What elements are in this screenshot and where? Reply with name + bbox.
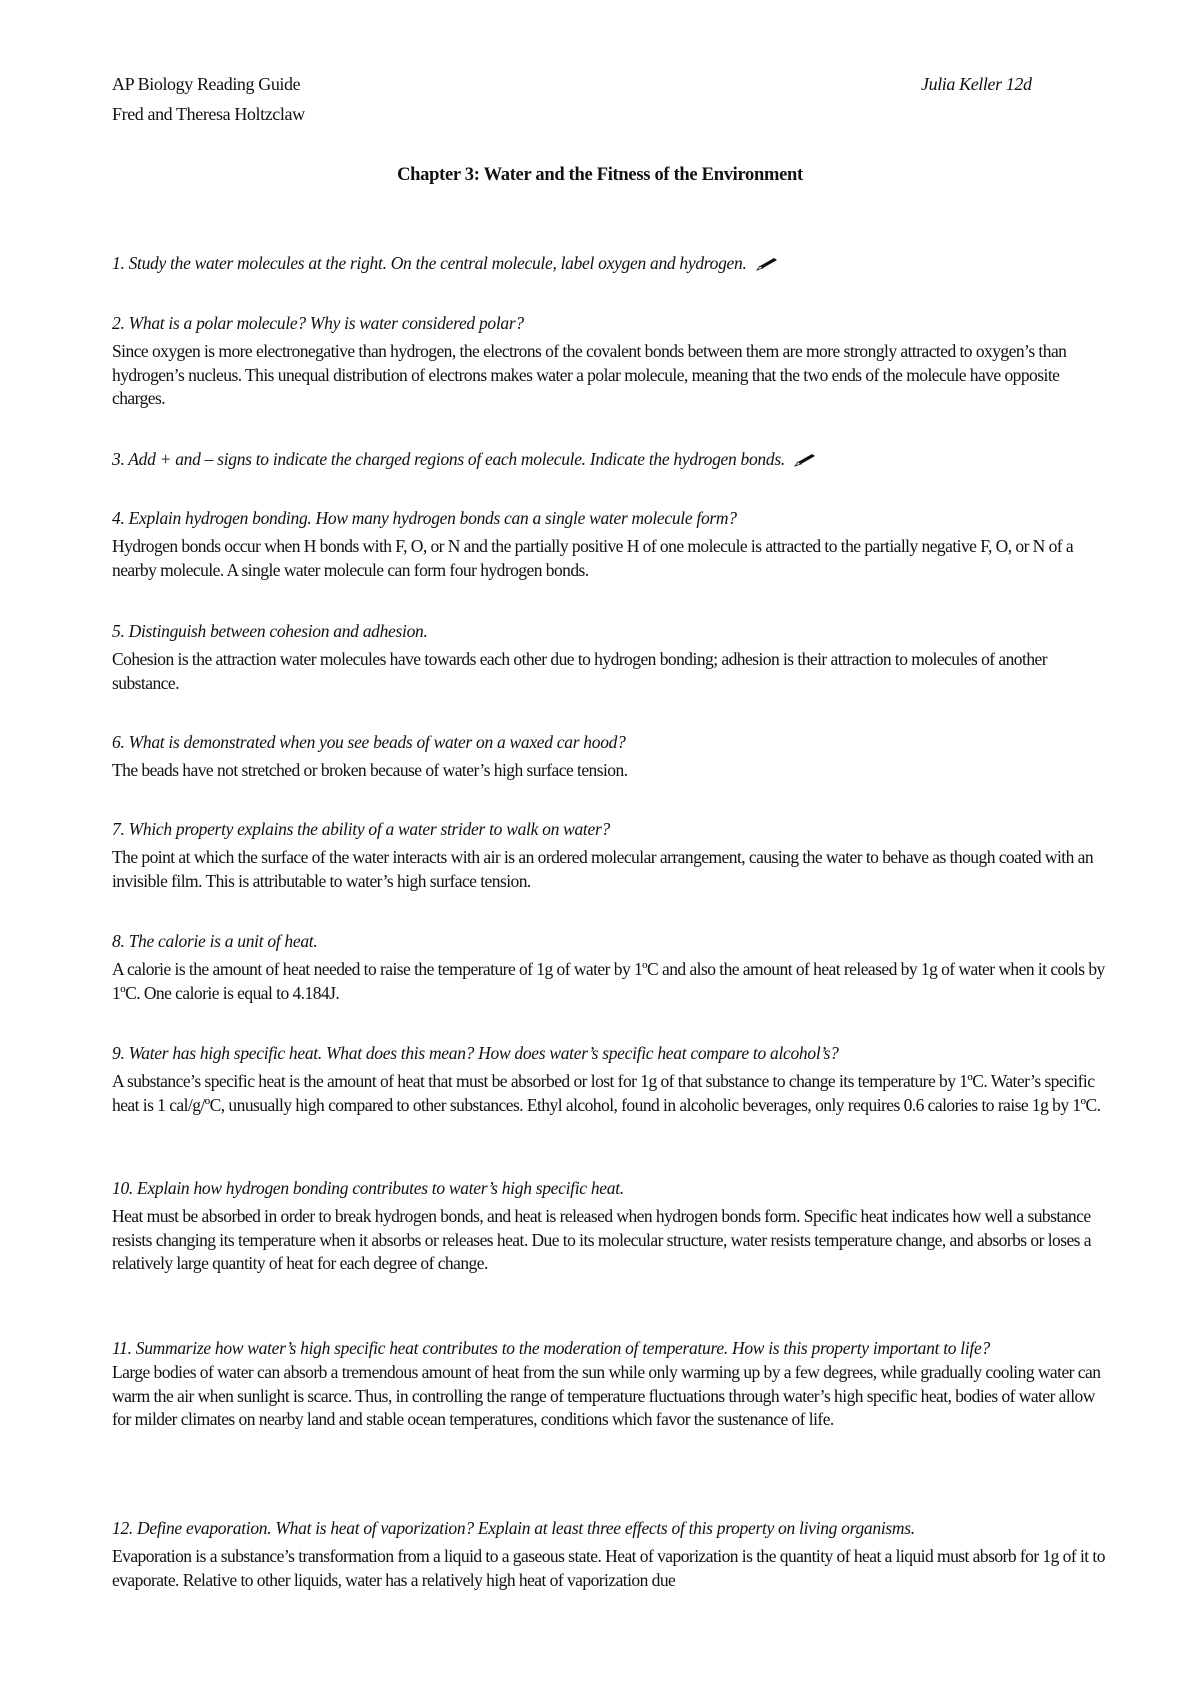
answer-12: Evaporation is a substance’s transformation from a liquid to a gaseous state. Heat of vaporization is the quantity of heat a liquid must absorb for 1g of it to evaporate. Relative to other liquids, water has a relatively high heat of vaporization due: [112, 1546, 1105, 1590]
question-block-3: [112, 448, 1112, 472]
pencil-icon: [793, 450, 817, 472]
question-8: 8. The calorie is a unit of heat.: [112, 931, 318, 951]
answer-10: Heat must be absorbed in order to break hydrogen bonds, and heat is released when hydrogen bonds form. Specific heat indicates how well a substance resists changing its temperature when it absorbs or releases heat. Due to its molecular structure, water resists temperature change, and absorbs or loses a relatively large quantity of heat for each degree of change.: [112, 1206, 1091, 1273]
question-3: [112, 448, 1112, 472]
course-title: AP Biology Reading Guide: [112, 74, 301, 94]
answer-8: A calorie is the amount of heat needed to raise the temperature of 1g of water by 1ºC and also the amount of heat released by 1g of water when it cools by 1ºC. One calorie is equal to 4.184J.: [112, 959, 1105, 1003]
answer-4: Hydrogen bonds occur when H bonds with F, O, or N and the partially positive H of one molecule is attracted to the partially negative F, O, or N of a nearby molecule. A single water molecule can form four hydrogen bonds.: [112, 536, 1074, 580]
question-block-12: [112, 1517, 1112, 1592]
authors: Fred and Theresa Holtzclaw: [112, 104, 305, 124]
question-12: 12. Define evaporation. What is heat of vaporization? Explain at least three effects of this property on living organisms.: [112, 1518, 915, 1538]
question-block-11: [112, 1337, 1112, 1432]
question-1: [112, 252, 1112, 276]
question-7: 7. Which property explains the ability of a water strider to walk on water?: [112, 819, 610, 839]
question-block-2: [112, 312, 1112, 411]
question-6: 6. What is demonstrated when you see beads of water on a waxed car hood?: [112, 732, 626, 752]
answer-6: The beads have not stretched or broken because of water’s high surface tension.: [112, 760, 628, 780]
question-block-8: [112, 930, 1112, 1005]
answer-9: A substance’s specific heat is the amount of heat that must be absorbed or lost for 1g of that substance to change its temperature by 1ºC. Water’s specific heat is 1 cal/g/ºC, unusually high compared to other substances. Ethyl alcohol, found in alcoholic beverages, only requires 0.6 calories to raise 1g by 1ºC.: [112, 1071, 1101, 1115]
question-block-10: [112, 1177, 1112, 1276]
answer-2: Since oxygen is more electronegative than hydrogen, the electrons of the covalent bonds between them are more strongly attracted to oxygen’s than hydrogen’s nucleus. This unequal distribution of electrons makes water a polar molecule, meaning that the two ends of the molecule have opposite charges.: [112, 341, 1067, 408]
header-left: [112, 74, 305, 134]
question-block-1: [112, 252, 1112, 276]
question-2: 2. What is a polar molecule? Why is water considered polar?: [112, 313, 524, 333]
question-text: 3. Add + and – signs to indicate the charged regions of each molecule. Indicate the hydrogen bonds.: [112, 449, 785, 469]
question-block-4: [112, 507, 1112, 582]
question-text: 1. Study the water molecules at the right. On the central molecule, label oxygen and hydrogen.: [112, 253, 747, 273]
chapter-title: Chapter 3: Water and the Fitness of the Environment: [397, 165, 803, 185]
answer-11: Large bodies of water can absorb a tremendous amount of heat from the sun while only warming up by a few degrees, while gradually cooling water can warm the air when sunlight is scarce. Thus, in controlling the range of temperature fluctuations through water’s high specific heat, bodies of water allow for milder climates on nearby land and stable ocean temperatures, conditions which favor the sustenance of life.: [112, 1362, 1101, 1429]
question-block-9: [112, 1042, 1112, 1117]
pencil-icon: [755, 254, 779, 276]
question-block-5: [112, 620, 1112, 695]
answer-7: The point at which the surface of the water interacts with air is an ordered molecular arrangement, causing the water to behave as though coated with an invisible film. This is attributable to water’s high surface tension.: [112, 847, 1094, 891]
question-4: 4. Explain hydrogen bonding. How many hydrogen bonds can a single water molecule form?: [112, 508, 737, 528]
question-9: 9. Water has high specific heat. What does this mean? How does water’s specific heat compare to alcohol’s?: [112, 1043, 839, 1063]
student-name: Julia Keller 12d: [921, 74, 1032, 94]
question-block-6: [112, 731, 1112, 783]
question-block-7: [112, 818, 1112, 893]
answer-5: Cohesion is the attraction water molecules have towards each other due to hydrogen bonding; adhesion is their attraction to molecules of another substance.: [112, 649, 1048, 693]
question-10: 10. Explain how hydrogen bonding contributes to water’s high specific heat.: [112, 1178, 624, 1198]
question-5: 5. Distinguish between cohesion and adhesion.: [112, 621, 428, 641]
question-11: 11. Summarize how water’s high specific heat contributes to the moderation of temperature. How is this property important to life?: [112, 1338, 990, 1358]
